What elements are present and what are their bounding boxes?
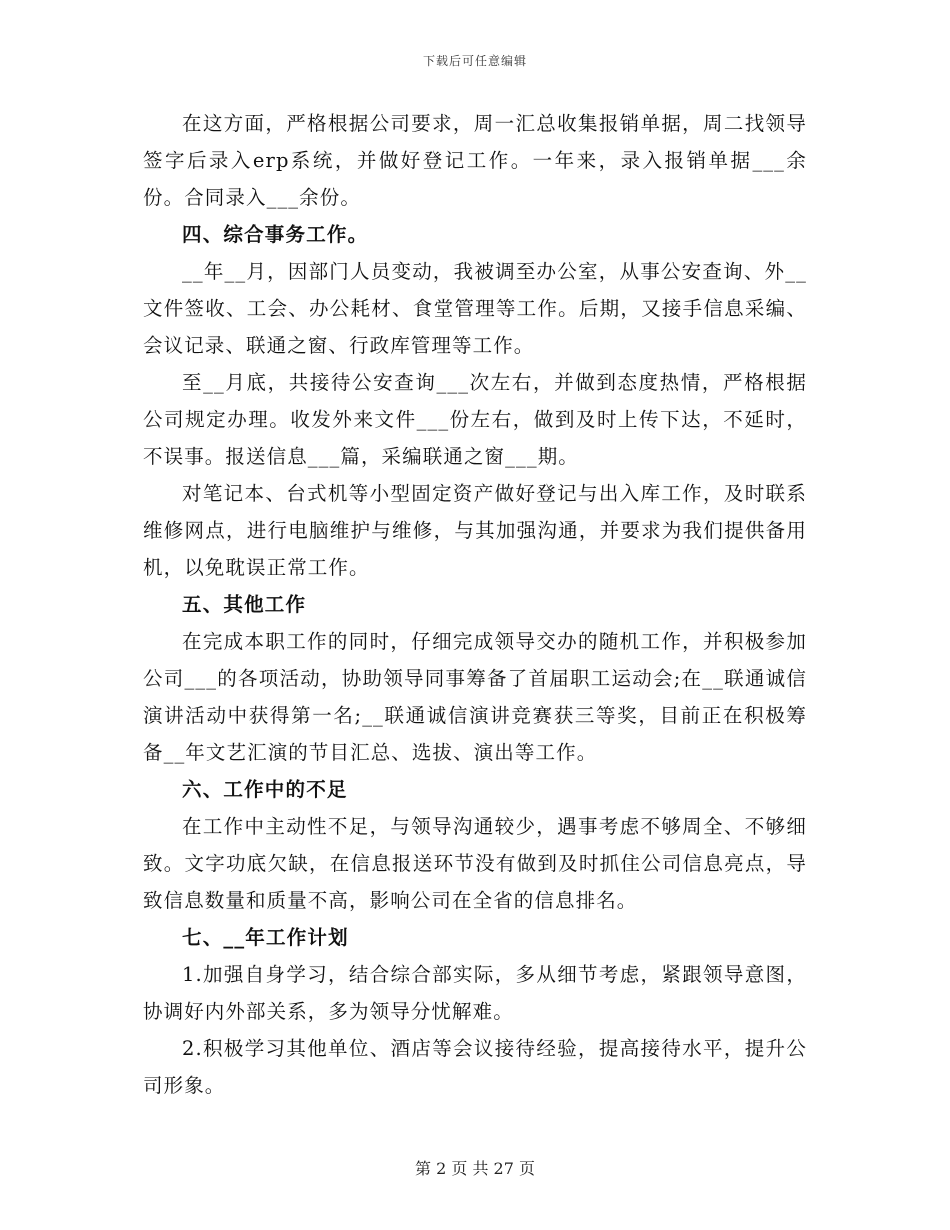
paragraph-transfer: __年__月，因部门人员变动，我被调至办公室，从事公安查询、外__文件签收、工会、办公耗材、食堂管理等工作。后期，又接手信息采编、会议记录、联通之窗、行政库管理等工作。 [143,260,807,357]
section-heading-7: 七、__年工作计划 [182,926,349,949]
paragraph-plan-1: 1.加强自身学习，结合综合部实际，多从细节考虑，紧跟领导意图，协调好内外部关系，多为领导分忧解难。 [143,963,807,1023]
page-number: 第 2 页 共 27 页 [415,1159,535,1178]
paragraph-plan-2: 2.积极学习其他单位、酒店等会议接待经验，提高接待水平，提升公司形象。 [143,1037,807,1097]
paragraph-assets: 对笔记本、台式机等小型固定资产做好登记与出入库工作，及时联系维修网点，进行电脑维护与维修，与其加强沟通，并要求为我们提供备用机，以免耽误正常工作。 [143,482,807,579]
paragraph-reimbursement: 在这方面，严格根据公司要求，周一汇总收集报销单据，周二找领导签字后录入erp系统，并做好登记工作。一年来，录入报销单据___余份。合同录入___余份。 [143,112,807,209]
section-heading-4: 四、综合事务工作。 [182,223,369,246]
section-heading-5: 五、其他工作 [182,593,307,616]
header-note: 下载后可任意编辑 [422,54,527,68]
paragraph-shortcomings: 在工作中主动性不足，与领导沟通较少，遇事考虑不够周全、不够细致。文字功底欠缺，在信息报送环节没有做到及时抓住公司信息亮点，导致信息数量和质量不高，影响公司在全省的信息排名。 [143,815,807,912]
paragraph-statistics: 至__月底，共接待公安查询___次左右，并做到态度热情，严格根据公司规定办理。收发外来文件___份左右，做到及时上传下达，不延时，不误事。报送信息___篇，采编联通之窗___期。 [143,371,807,468]
document-body [143,105,807,1104]
section-heading-6: 六、工作中的不足 [182,778,348,801]
paragraph-other-work: 在完成本职工作的同时，仔细完成领导交办的随机工作，并积极参加公司___的各项活动，协助领导同事筹备了首届职工运动会;在__联通诚信演讲活动中获得第一名;__联通诚信演讲竞赛获三等奖，目前正在积极筹备__年文艺汇演的节目汇总、选拔、演出等工作。 [143,630,807,764]
